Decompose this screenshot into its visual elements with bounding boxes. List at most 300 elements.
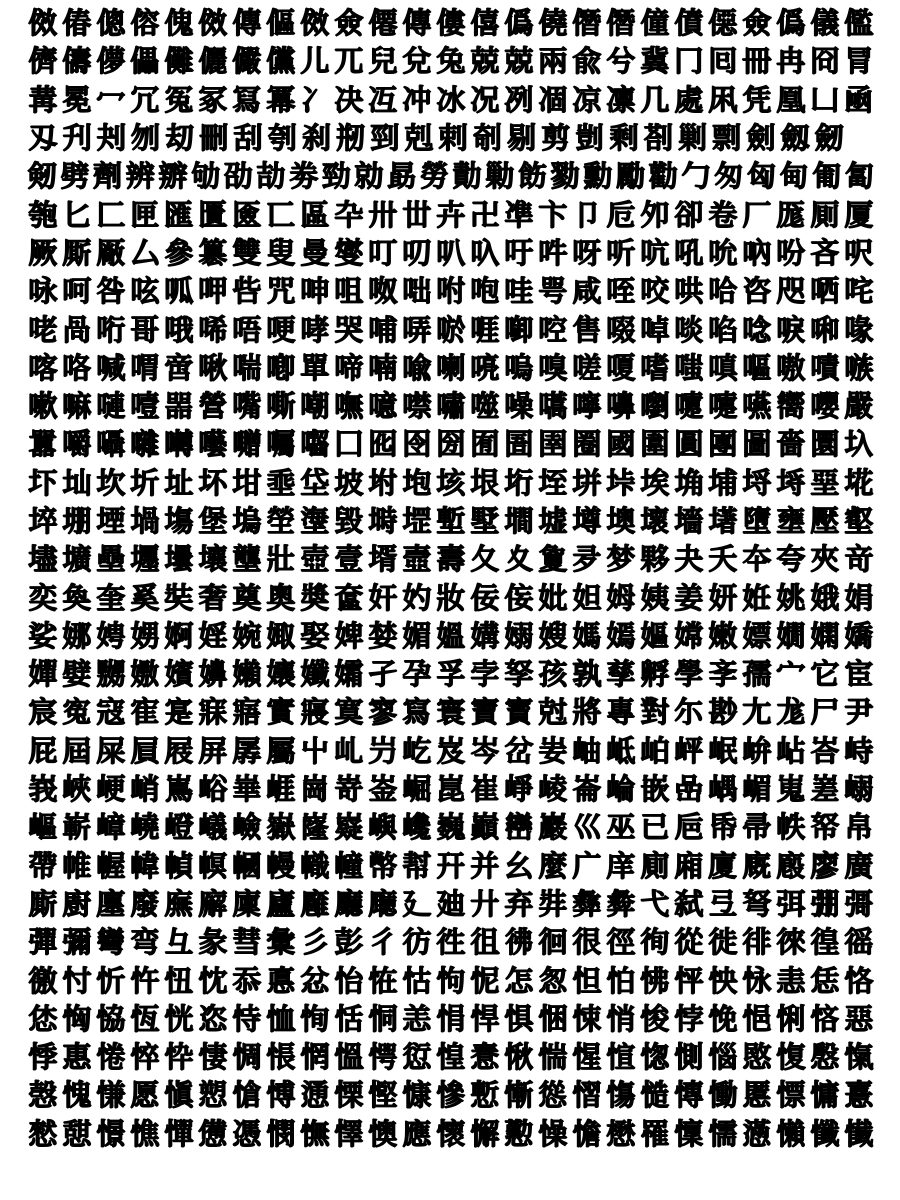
glyph-cell: 儖	[844, 6, 874, 41]
glyph-cell: 喙	[844, 312, 874, 347]
glyph-cell: 冉	[776, 44, 806, 79]
glyph-cell: 懣	[742, 1116, 772, 1151]
glyph-cell: 冢	[198, 82, 228, 117]
glyph-cell: 僖	[470, 6, 500, 41]
glyph-cell: 尅	[538, 695, 568, 730]
glyph-cell: 兀	[334, 44, 364, 79]
glyph-row	[26, 540, 876, 578]
glyph-cell: 唹	[436, 312, 466, 347]
glyph-cell: 屎	[96, 733, 126, 768]
glyph-cell: 佞	[470, 580, 500, 615]
glyph-cell: 吁	[504, 235, 534, 270]
glyph-cell: 圓	[674, 427, 704, 462]
glyph-cell: 懴	[844, 1116, 874, 1151]
glyph-cell: 僭	[572, 6, 602, 41]
glyph-cell: 恷	[28, 1001, 58, 1036]
glyph-cell: 嵌	[640, 772, 670, 807]
glyph-cell: 憺	[572, 1116, 602, 1151]
glyph-cell: 愼	[164, 1078, 194, 1113]
glyph-cell: 寤	[232, 695, 262, 730]
glyph-cell: 冖	[96, 82, 126, 117]
glyph-cell: 彎	[96, 925, 126, 960]
glyph-cell: 咸	[572, 274, 602, 309]
glyph-cell: 咄	[402, 274, 432, 309]
glyph-cell: 叮	[368, 235, 398, 270]
glyph-cell: 勵	[616, 159, 646, 194]
glyph-cell: 悚	[572, 1001, 602, 1036]
glyph-cell: 咀	[334, 274, 364, 309]
glyph-cell: 咒	[266, 274, 296, 309]
glyph-cell: 彌	[62, 925, 92, 960]
glyph-cell: 咎	[96, 274, 126, 309]
glyph-cell: 慫	[538, 1078, 568, 1113]
glyph-cell: 凭	[742, 82, 772, 117]
glyph-cell: 孀	[334, 657, 364, 692]
glyph-cell: 憇	[62, 1116, 92, 1151]
glyph-cell: 彷	[402, 925, 432, 960]
glyph-cell: 妲	[572, 580, 602, 615]
glyph-cell: 嚼	[62, 427, 92, 462]
glyph-cell: 宦	[844, 657, 874, 692]
glyph-cell: 嫋	[504, 618, 534, 653]
glyph-cell: 慙	[470, 1078, 500, 1113]
glyph-cell: 從	[674, 925, 704, 960]
glyph-cell: 夬	[674, 542, 704, 577]
glyph-cell: 嶂	[96, 810, 126, 845]
glyph-cell: 咯	[62, 350, 92, 385]
glyph-cell: 坩	[232, 465, 262, 500]
glyph-cell: 傚	[28, 6, 58, 41]
glyph-cell: 它	[810, 657, 840, 692]
glyph-cell: 垤	[538, 465, 568, 500]
glyph-cell: 尠	[708, 695, 738, 730]
glyph-cell: 儷	[198, 44, 228, 79]
glyph-cell: 愍	[742, 1040, 772, 1075]
glyph-cell: 岶	[640, 733, 670, 768]
glyph-cell: 恤	[266, 1001, 296, 1036]
glyph-cell: 孅	[300, 657, 330, 692]
glyph-cell: 傛	[130, 6, 160, 41]
glyph-cell: 坏	[198, 465, 228, 500]
glyph-cell: 吭	[640, 235, 670, 270]
glyph-cell: 壗	[28, 542, 58, 577]
glyph-cell: 寞	[334, 695, 364, 730]
glyph-cell: 刧	[165, 121, 195, 156]
glyph-cell: 垠	[470, 465, 500, 500]
glyph-cell: 憮	[300, 1116, 330, 1151]
glyph-cell: 帛	[844, 810, 874, 845]
glyph-cell: 嗜	[640, 350, 670, 385]
glyph-cell: 嵜	[334, 772, 364, 807]
glyph-cell: 幔	[266, 848, 296, 883]
glyph-cell: 噬	[470, 389, 500, 424]
glyph-cell: 忝	[232, 963, 262, 998]
glyph-cell: 慥	[640, 1078, 670, 1113]
glyph-cell: 圻	[130, 465, 160, 500]
glyph-cell: 帷	[62, 848, 92, 883]
glyph-row	[26, 310, 876, 348]
glyph-cell: 僫	[708, 6, 738, 41]
glyph-cell: 僞	[776, 6, 806, 41]
glyph-cell: 嬶	[198, 657, 228, 692]
glyph-cell: 實	[266, 695, 296, 730]
glyph-cell: 孳	[606, 657, 636, 692]
glyph-row	[26, 847, 876, 885]
glyph-cell: 凩	[708, 82, 738, 117]
glyph-cell: 嶄	[62, 810, 92, 845]
glyph-cell: 哂	[810, 274, 840, 309]
glyph-cell: 慓	[776, 1078, 806, 1113]
glyph-cell: 彿	[504, 925, 534, 960]
glyph-cell: 埔	[708, 465, 738, 500]
glyph-cell: 啌	[538, 312, 568, 347]
glyph-cell: 愴	[232, 1078, 262, 1113]
glyph-cell: 廱	[300, 886, 330, 921]
glyph-cell: 已	[640, 810, 670, 845]
glyph-cell: 參	[164, 235, 194, 270]
glyph-cell: 凅	[538, 82, 568, 117]
glyph-cell: 嗾	[844, 350, 874, 385]
glyph-cell: 圉	[538, 427, 568, 462]
glyph-cell: 劬	[191, 159, 221, 194]
glyph-cell: 惴	[538, 1040, 568, 1075]
glyph-cell: 惷	[470, 1040, 500, 1075]
glyph-cell: 甸	[779, 159, 809, 194]
glyph-cell: 曼	[300, 235, 330, 270]
glyph-cell: 婬	[198, 618, 228, 653]
glyph-cell: 惧	[504, 1001, 534, 1036]
glyph-cell: 唔	[232, 312, 262, 347]
glyph-cell: 姆	[606, 580, 636, 615]
glyph-cell: 峇	[810, 733, 840, 768]
glyph-cell: 廰	[368, 886, 398, 921]
glyph-cell: 妍	[708, 580, 738, 615]
glyph-cell: 喇	[436, 350, 466, 385]
glyph-cell: 冓	[28, 82, 58, 117]
glyph-cell: 孛	[470, 657, 500, 692]
glyph-cell: 岾	[776, 733, 806, 768]
glyph-cell: 壽	[436, 542, 466, 577]
glyph-cell: 冊	[742, 44, 772, 79]
glyph-cell: 嫺	[776, 618, 806, 653]
glyph-cell: 嬋	[28, 657, 58, 692]
glyph-cell: 剳	[643, 121, 673, 156]
glyph-cell: 埓	[776, 465, 806, 500]
glyph-cell: 婪	[368, 618, 398, 653]
glyph-cell: 愡	[640, 1040, 670, 1075]
glyph-cell: 妣	[538, 580, 568, 615]
glyph-cell: 墟	[538, 504, 568, 538]
glyph-cell: 恊	[96, 1001, 126, 1036]
glyph-cell: 哭	[334, 312, 364, 347]
glyph-cell: 噎	[130, 389, 160, 424]
glyph-cell: 慝	[742, 1078, 772, 1113]
glyph-cell: 恟	[62, 1001, 92, 1036]
glyph-cell: 媚	[402, 618, 432, 653]
glyph-cell: 帋	[708, 810, 738, 845]
glyph-cell: 堙	[96, 504, 126, 538]
glyph-cell: 孕	[402, 657, 432, 692]
glyph-cell: 吽	[538, 235, 568, 270]
glyph-cell: 傚	[300, 6, 330, 41]
glyph-cell: 岼	[674, 733, 704, 768]
glyph-cell: 嚔	[674, 389, 704, 424]
glyph-cell: 决	[334, 82, 364, 117]
glyph-cell: 囁	[96, 427, 126, 462]
glyph-cell: 姚	[776, 580, 806, 615]
glyph-cell: 卞	[538, 197, 568, 232]
glyph-cell: 怦	[674, 963, 704, 998]
glyph-row	[26, 195, 876, 233]
glyph-cell: 婢	[334, 618, 364, 653]
glyph-cell: 囿	[470, 427, 500, 462]
glyph-cell: 幇	[402, 848, 432, 883]
glyph-cell: 惠	[62, 1040, 92, 1075]
glyph-cell: 娑	[28, 618, 58, 653]
glyph-cell: 哢	[402, 312, 432, 347]
glyph-cell: 廢	[130, 886, 160, 921]
glyph-cell: 嗹	[96, 389, 126, 424]
glyph-cell: 妛	[538, 733, 568, 768]
glyph-cell: 怛	[572, 963, 602, 998]
glyph-cell: 嫖	[742, 618, 772, 653]
glyph-cell: 嫐	[130, 657, 160, 692]
glyph-cell: 勦	[485, 159, 515, 194]
glyph-cell: 咾	[28, 312, 58, 347]
glyph-cell: 剏	[336, 121, 366, 156]
glyph-cell: 嶽	[266, 810, 296, 845]
glyph-cell: 徠	[776, 925, 806, 960]
glyph-cell: 慂	[300, 1078, 330, 1113]
glyph-cell: 寢	[300, 695, 330, 730]
glyph-cell: 嚀	[572, 389, 602, 424]
glyph-cell: 幢	[334, 848, 364, 883]
glyph-cell: 壟	[232, 542, 262, 577]
glyph-cell: 嚆	[538, 389, 568, 424]
glyph-cell: 嗄	[606, 350, 636, 385]
glyph-cell: 寫	[402, 695, 432, 730]
glyph-cell: 啾	[198, 350, 228, 385]
glyph-cell: 悛	[640, 1001, 670, 1036]
glyph-cell: 崕	[266, 772, 296, 807]
glyph-row	[26, 272, 876, 310]
glyph-cell: 喀	[28, 350, 58, 385]
glyph-cell: 廬	[266, 886, 296, 921]
glyph-cell: 冩	[232, 82, 262, 117]
glyph-cell: 剞	[472, 121, 502, 156]
glyph-cell: 廈	[708, 848, 738, 883]
glyph-cell: 冂	[674, 44, 704, 79]
glyph-cell: 徼	[28, 963, 58, 998]
glyph-cell: 帑	[810, 810, 840, 845]
glyph-cell: 嗅	[538, 350, 568, 385]
glyph-cell: 傳	[402, 6, 432, 41]
glyph-cell: 呟	[130, 274, 160, 309]
glyph-cell: 壘	[96, 542, 126, 577]
glyph-cell: 彳	[368, 925, 398, 960]
glyph-cell: 弖	[708, 886, 738, 921]
glyph-cell: 岫	[572, 733, 602, 768]
glyph-cell: 哥	[130, 312, 160, 347]
glyph-cell: 夲	[742, 542, 772, 577]
glyph-cell: 劑	[93, 159, 123, 194]
glyph-row	[26, 119, 876, 157]
glyph-cell: 喟	[130, 350, 160, 385]
glyph-cell: 慊	[96, 1078, 126, 1113]
glyph-cell: 塢	[232, 504, 262, 538]
glyph-cell: 咬	[640, 274, 670, 309]
glyph-row	[26, 617, 876, 655]
glyph-cell: 呱	[164, 274, 194, 309]
glyph-cell: 徙	[708, 925, 738, 960]
glyph-cell: 慟	[708, 1078, 738, 1113]
glyph-cell: 夐	[538, 542, 568, 577]
glyph-cell: 崑	[436, 772, 466, 807]
glyph-cell: 圍	[640, 427, 670, 462]
glyph-cell: 售	[572, 312, 602, 347]
glyph-cell: 壼	[402, 542, 432, 577]
glyph-cell: 慵	[810, 1078, 840, 1113]
glyph-cell: 彗	[232, 925, 262, 960]
glyph-cell: 冽	[504, 82, 534, 117]
glyph-cell: 墻	[674, 504, 704, 538]
glyph-cell: 儔	[62, 44, 92, 79]
glyph-cell: 宀	[776, 657, 806, 692]
glyph-cell: 悗	[708, 1001, 738, 1036]
glyph-cell: 勳	[583, 159, 613, 194]
glyph-cell: 憊	[198, 1116, 228, 1151]
glyph-cell: 惺	[572, 1040, 602, 1075]
glyph-cell: 剌	[438, 121, 468, 156]
glyph-cell: 愿	[130, 1078, 160, 1113]
glyph-cell: 岑	[470, 733, 500, 768]
glyph-cell: 弸	[810, 886, 840, 921]
glyph-cell: 慘	[436, 1078, 466, 1113]
glyph-cell: 匸	[266, 197, 296, 232]
glyph-cell: 寔	[164, 695, 194, 730]
glyph-cell: 姜	[674, 580, 704, 615]
glyph-cell: 堽	[402, 504, 432, 538]
glyph-cell: 嶮	[232, 810, 262, 845]
glyph-cell: 崘	[606, 772, 636, 807]
glyph-cell: 孥	[504, 657, 534, 692]
glyph-cell: 嵳	[810, 772, 840, 807]
glyph-cell: 娶	[300, 618, 330, 653]
glyph-cell: 兔	[436, 44, 466, 79]
glyph-cell: 壯	[266, 542, 296, 577]
glyph-cell: 堊	[810, 465, 840, 500]
glyph-cell: 呻	[300, 274, 330, 309]
glyph-cell: 嬖	[62, 657, 92, 692]
glyph-cell: 嶬	[198, 810, 228, 845]
glyph-cell: 勸	[648, 159, 678, 194]
glyph-cell: 冫	[300, 82, 330, 117]
glyph-cell: 慍	[334, 1040, 364, 1075]
glyph-cell: 凖	[504, 197, 534, 232]
glyph-cell: 呶	[368, 274, 398, 309]
glyph-cell: 寉	[130, 695, 160, 730]
glyph-cell: 塲	[164, 504, 194, 538]
glyph-cell: 憫	[266, 1116, 296, 1151]
glyph-cell: 娟	[844, 580, 874, 615]
glyph-cell: 僮	[640, 6, 670, 41]
glyph-cell: 懌	[334, 1116, 364, 1151]
glyph-cell: 垈	[300, 465, 330, 500]
glyph-cell: 勗	[387, 159, 417, 194]
glyph-cell: 剪	[541, 121, 571, 156]
glyph-cell: 廏	[776, 848, 806, 883]
glyph-cell: 奘	[164, 580, 194, 615]
glyph-cell: 愀	[504, 1040, 534, 1075]
glyph-cell: 啣	[504, 312, 534, 347]
glyph-cell: 乢	[334, 733, 364, 768]
glyph-cell: 悃	[538, 1001, 568, 1036]
glyph-cell: 嵬	[776, 772, 806, 807]
glyph-cell: 呷	[198, 274, 228, 309]
glyph-cell: 怱	[538, 963, 568, 998]
glyph-cell: 兌	[402, 44, 432, 79]
glyph-cell: 奸	[368, 580, 398, 615]
glyph-cell: 嗽	[28, 389, 58, 424]
glyph-cell: 噤	[402, 389, 432, 424]
glyph-cell: 广	[572, 848, 602, 883]
glyph-cell: 壤	[198, 542, 228, 577]
glyph-cell: 劭	[223, 159, 253, 194]
glyph-cell: 圖	[742, 427, 772, 462]
glyph-cell: 喨	[470, 350, 500, 385]
glyph-cell: 妁	[402, 580, 432, 615]
glyph-cell: 卍	[470, 197, 500, 232]
glyph-cell: 劈	[60, 159, 90, 194]
glyph-cell: 寰	[436, 695, 466, 730]
glyph-cell: 應	[402, 1116, 432, 1151]
glyph-cell: 憖	[28, 1116, 58, 1151]
glyph-cell: 嚴	[844, 389, 874, 424]
glyph-cell: 兒	[368, 44, 398, 79]
glyph-cell: 媾	[470, 618, 500, 653]
glyph-cell: 剄	[370, 121, 400, 156]
glyph-cell: 飭	[518, 159, 548, 194]
glyph-cell: 儡	[130, 44, 160, 79]
glyph-cell: 址	[164, 465, 194, 500]
glyph-cell: 懃	[504, 1116, 534, 1151]
glyph-row	[26, 1000, 876, 1038]
glyph-cell: 恪	[844, 963, 874, 998]
glyph-cell: 弭	[776, 886, 806, 921]
glyph-cell: 僉	[742, 6, 772, 41]
glyph-cell: 兪	[572, 44, 602, 79]
glyph-cell: 嘖	[810, 350, 840, 385]
glyph-cell: 哮	[300, 312, 330, 347]
glyph-cell: 僥	[538, 6, 568, 41]
glyph-cell: 壜	[164, 542, 194, 577]
glyph-cell: 嶐	[300, 810, 330, 845]
glyph-row	[26, 655, 876, 693]
glyph-cell: 幄	[96, 848, 126, 883]
glyph-cell: 嫩	[708, 618, 738, 653]
glyph-cell: 呀	[572, 235, 602, 270]
glyph-cell: 孰	[572, 657, 602, 692]
glyph-cell: 悍	[470, 1001, 500, 1036]
glyph-cell: 嘴	[232, 389, 262, 424]
glyph-cell: 奐	[62, 580, 92, 615]
glyph-cell: 慯	[606, 1078, 636, 1113]
glyph-row	[26, 157, 876, 195]
glyph-cell: 恚	[776, 963, 806, 998]
glyph-cell: 悄	[606, 1001, 636, 1036]
glyph-cell: 怡	[334, 963, 364, 998]
glyph-cell: 忸	[164, 963, 194, 998]
